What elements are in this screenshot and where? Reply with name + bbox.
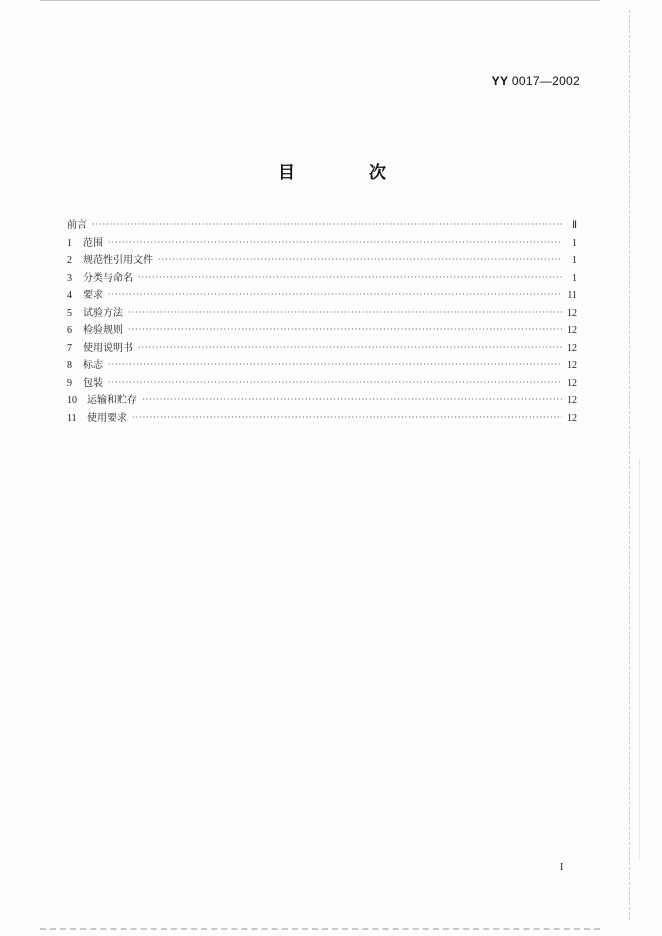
toc-entry-number: 2 (67, 255, 72, 266)
toc-entry-label: 范围 (83, 237, 103, 249)
toc-entry[interactable] (67, 375, 577, 393)
toc-entry[interactable] (67, 340, 577, 358)
toc-entry[interactable] (67, 287, 577, 305)
toc-entry-page: 1 (572, 237, 577, 249)
toc-leader-dots (108, 234, 562, 252)
toc-entry-label: 前言 (67, 220, 87, 231)
standard-code (492, 74, 580, 88)
toc-entry-number: 7 (67, 342, 72, 354)
toc-entry-page: 12 (567, 412, 577, 424)
toc-entry-page: 1 (572, 255, 577, 266)
toc-entry[interactable] (67, 357, 577, 375)
toc-entry-label: 试验方法 (83, 307, 123, 319)
toc-entry[interactable] (67, 235, 577, 253)
toc-leader-dots (108, 286, 562, 304)
toc-entry-label: 要求 (83, 290, 103, 301)
toc-entry[interactable] (67, 270, 577, 288)
toc-entry[interactable] (67, 305, 577, 323)
toc-leader-dots (128, 304, 562, 322)
toc-leader-dots (138, 269, 562, 287)
toc-entry-page: 12 (567, 360, 577, 371)
toc-entry-number: 6 (67, 325, 72, 336)
toc-entry-label: 使用说明书 (83, 342, 133, 354)
toc-leader-dots (138, 339, 562, 357)
toc-entry-number: 4 (67, 290, 72, 301)
toc-entry-number: 11 (67, 412, 77, 424)
toc-entry-label: 包装 (83, 377, 103, 389)
toc-leader-dots (92, 216, 562, 234)
toc-entry-number: 1 (67, 237, 72, 249)
toc-entry-page: 12 (567, 377, 577, 389)
toc-entry[interactable] (67, 410, 577, 428)
toc-leader-dots (108, 356, 562, 374)
toc-entry-page: 11 (567, 290, 577, 301)
page-number: I (560, 862, 564, 873)
toc-leader-dots (108, 374, 562, 392)
toc-entry-label: 运输和贮存 (87, 395, 137, 406)
toc-entry-page: 12 (567, 342, 577, 354)
toc-entry-number: 9 (67, 377, 72, 389)
toc-entry[interactable] (67, 217, 577, 235)
toc-entry-label: 检验规则 (83, 325, 123, 336)
scan-artifact-bottom (40, 928, 600, 933)
toc-entry-number: 3 (67, 272, 72, 284)
toc-entry-page: 1 (572, 272, 577, 284)
scan-artifact-right-2 (639, 460, 641, 860)
toc-entry[interactable] (67, 392, 577, 410)
toc-title: 目 次 (278, 163, 420, 183)
toc-entry-page: 12 (567, 395, 577, 406)
toc-entry-number: 10 (67, 395, 77, 406)
toc-entry-label: 规范性引用文件 (83, 255, 153, 266)
toc-entry-page: Ⅱ (572, 220, 577, 231)
standard-code-prefix: YY (491, 74, 509, 88)
toc-entry[interactable] (67, 252, 577, 270)
toc-entry[interactable] (67, 322, 577, 340)
toc-leader-dots (158, 251, 562, 269)
toc-entry-page: 12 (567, 307, 577, 319)
toc-entry-number: 8 (67, 360, 72, 371)
toc-entry-label: 分类与命名 (83, 272, 133, 284)
toc-leader-dots (142, 391, 562, 409)
standard-code-number: 0017—2002 (511, 74, 580, 88)
scan-artifact-right (629, 10, 631, 920)
toc-entry-page: 12 (567, 325, 577, 336)
scan-artifact-top (40, 0, 600, 3)
table-of-contents (67, 217, 577, 427)
toc-entry-number: 5 (67, 307, 72, 319)
toc-leader-dots (132, 409, 562, 427)
toc-entry-label: 标志 (83, 360, 103, 371)
toc-leader-dots (128, 321, 562, 339)
toc-entry-label: 使用要求 (87, 412, 127, 424)
